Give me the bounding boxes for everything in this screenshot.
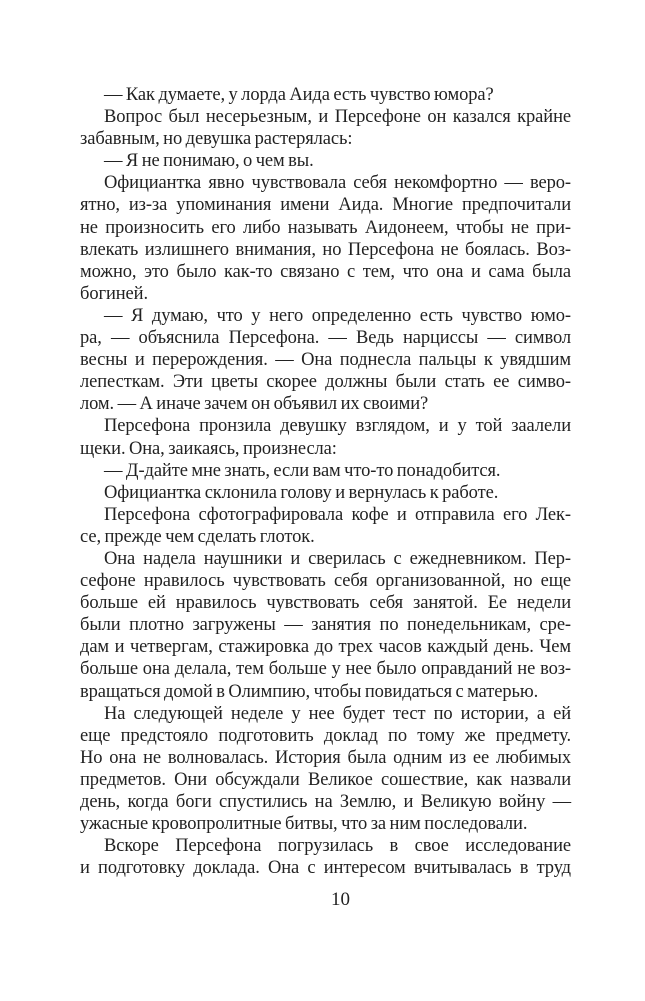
text-line: были плотно загружены — занятия по понедельникам, сре- [80, 615, 571, 636]
text-line: лом. — А иначе зачем он объявил их своими? [80, 394, 429, 415]
text-block [80, 84, 571, 879]
text-line: На следующей неделе у нее будет тест по истории, а ей [104, 703, 571, 724]
text-line: можно, это было как-то связано с тем, что она и сама была [80, 261, 571, 282]
text-line: Она надела наушники и сверилась с ежедневником. Пер- [104, 548, 571, 569]
text-line: — Я думаю, что у него определенно есть чувство юмо- [104, 305, 571, 326]
text-line: не произносить его либо называть Аидонеем, чтобы не при- [80, 217, 571, 238]
text-line: — Я не понимаю, о чем вы. [104, 151, 314, 172]
page-number: 10 [331, 889, 350, 910]
text-line: больше она делала, тем больше у нее было оправданий не воз- [80, 659, 571, 680]
text-line: сефоне нравилось чувствовать себя организованной, но еще [80, 571, 571, 592]
text-line: ятно, из-за упоминания имени Аида. Многие предпочитали [80, 195, 571, 216]
text-line: предметов. Они обсуждали Великое сошествие, как назвали [80, 769, 571, 790]
text-line: Официантка склонила голову и вернулась к работе. [104, 482, 499, 503]
text-line: Персефона пронзила девушку взглядом, и у той заалели [104, 416, 571, 437]
text-line: день, когда боги спустились на Землю, и Великую войну — [80, 792, 571, 812]
text-line: Официантка явно чувствовала себя некомфортно — веро- [104, 173, 571, 194]
text-line: щеки. Она, заикаясь, произнесла: [80, 438, 337, 459]
text-line: дам и четвергам, стажировка до трех часов каждый день. Чем [80, 637, 571, 658]
text-line: се, прежде чем сделать глоток. [80, 526, 315, 547]
text-line: богиней. [80, 283, 148, 304]
text-line: вращаться домой в Олимпию, чтобы повидаться с матерью. [80, 681, 539, 702]
text-line: Персефона сфотографировала кофе и отправила его Лек- [104, 504, 571, 525]
text-line: влекать излишнего внимания, но Персефона не боялась. Воз- [80, 239, 571, 260]
text-line: и подготовку доклада. Она с интересом вчитывалась в труд [80, 858, 571, 879]
text-line: еще предстояло подготовить доклад по тому же предмету. [80, 725, 571, 746]
text-line: ра, — объяснила Персефона. — Ведь нарциссы — символ [80, 328, 571, 349]
text-line: забавным, но девушка растерялась: [80, 129, 353, 150]
text-line: Вопрос был несерьезным, и Персефоне он казался крайне [104, 107, 571, 128]
text-line: лепесткам. Эти цветы скорее должны были стать ее симво- [80, 372, 571, 393]
text-line: — Как думаете, у лорда Аида есть чувство юмора? [104, 85, 494, 105]
text-line: весны и перерождения. — Она поднесла пальцы к увядшим [80, 350, 571, 371]
text-line: — Д-дайте мне знать, если вам что-то понадобится. [104, 460, 501, 481]
text-line: Вскоре Персефона погрузилась в свое исследование [104, 836, 571, 857]
text-line: больше ей нравилось чувствовать себя занятой. Ее недели [80, 593, 571, 614]
text-line: ужасные кровопролитные битвы, что за ним последовали. [80, 814, 528, 835]
text-line: Но она не волновалась. История была одним из ее любимых [80, 747, 571, 768]
